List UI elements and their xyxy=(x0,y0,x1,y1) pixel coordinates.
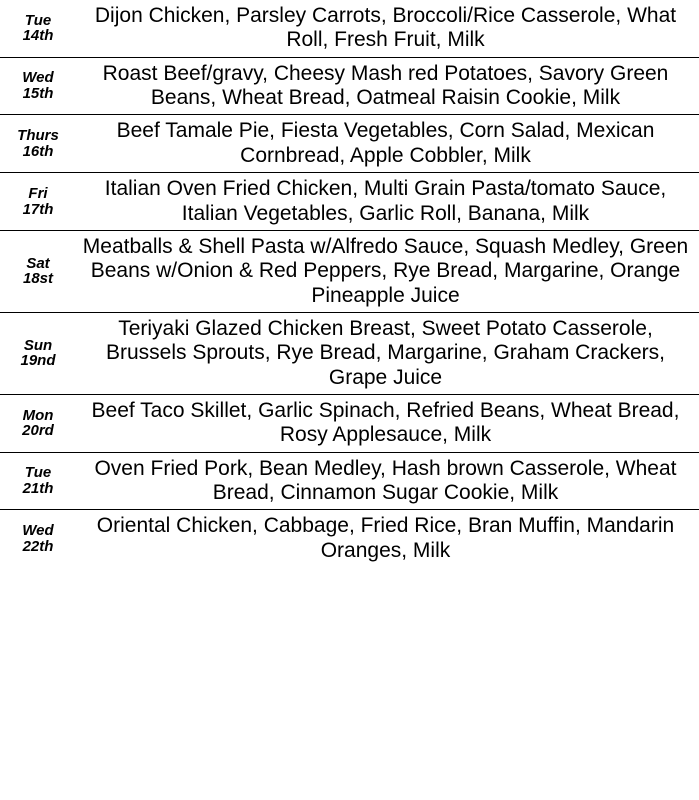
meal-description: Teriyaki Glazed Chicken Breast, Sweet Potato Casserole, Brussels Sprouts, Rye Bread, Margarine, Graham Crackers, Grape Juice xyxy=(105,316,666,389)
date-cell xyxy=(0,453,76,510)
day-of-week-label: Sun xyxy=(23,336,53,354)
date-cell xyxy=(0,115,76,172)
menu-row xyxy=(0,453,699,510)
day-of-month-label: 22th xyxy=(22,537,54,555)
meal-description: Meatballs & Shell Pasta w/Alfredo Sauce, Squash Medley, Green Beans w/Onion & Red Peppers, Rye Bread, Margarine, Orange Pineapple Juice xyxy=(82,234,689,307)
day-of-week-label: Tue xyxy=(24,464,52,482)
day-of-month-label: 18st xyxy=(22,270,54,288)
day-of-month-label: 21th xyxy=(22,480,54,498)
day-of-month-label: 17th xyxy=(22,200,54,218)
day-of-week-label: Wed xyxy=(22,522,54,540)
day-of-week-label: Thurs xyxy=(17,127,59,145)
day-of-month-label: 15th xyxy=(22,85,54,103)
meal-description: Roast Beef/gravy, Cheesy Mash red Potatoes, Savory Green Beans, Wheat Bread, Oatmeal Raisin Cookie, Milk xyxy=(102,61,669,110)
date-cell xyxy=(0,313,76,394)
day-of-week-label: Mon xyxy=(22,406,54,424)
day-of-week-label: Sat xyxy=(26,254,50,272)
date-cell xyxy=(0,231,76,312)
meal-description: Italian Oven Fried Chicken, Multi Grain Pasta/tomato Sauce, Italian Vegetables, Garlic Roll, Banana, Milk xyxy=(104,177,667,225)
meal-description: Beef Tamale Pie, Fiesta Vegetables, Corn Salad, Mexican Cornbread, Apple Cobbler, Milk xyxy=(116,119,655,167)
date-cell xyxy=(0,510,76,567)
date-cell xyxy=(0,0,76,57)
menu-row xyxy=(0,395,699,452)
menu-row xyxy=(0,0,699,57)
menu-row xyxy=(0,58,699,115)
date-cell xyxy=(0,173,76,230)
menu-row xyxy=(0,115,699,172)
meal-description: Oriental Chicken, Cabbage, Fried Rice, Bran Muffin, Mandarin Oranges, Milk xyxy=(96,514,675,562)
day-of-month-label: 14th xyxy=(22,27,54,45)
meal-description: Oven Fried Pork, Bean Medley, Hash brown Casserole, Wheat Bread, Cinnamon Sugar Cookie, Milk xyxy=(94,456,677,505)
date-cell xyxy=(0,395,76,452)
day-of-week-label: Fri xyxy=(28,184,48,202)
menu-row xyxy=(0,313,699,394)
day-of-month-label: 16th xyxy=(22,142,54,160)
day-of-week-label: Tue xyxy=(24,11,52,29)
meal-description: Dijon Chicken, Parsley Carrots, Broccoli/Rice Casserole, What Roll, Fresh Fruit, Milk xyxy=(94,4,677,52)
menu-row xyxy=(0,231,699,312)
meal-description: Beef Taco Skillet, Garlic Spinach, Refried Beans, Wheat Bread, Rosy Applesauce, Milk xyxy=(91,399,680,447)
day-of-week-label: Wed xyxy=(22,69,54,87)
day-of-month-label: 19nd xyxy=(20,352,56,370)
menu-row xyxy=(0,173,699,230)
menu-row xyxy=(0,510,699,567)
day-of-month-label: 20rd xyxy=(22,422,54,440)
date-cell xyxy=(0,58,76,115)
